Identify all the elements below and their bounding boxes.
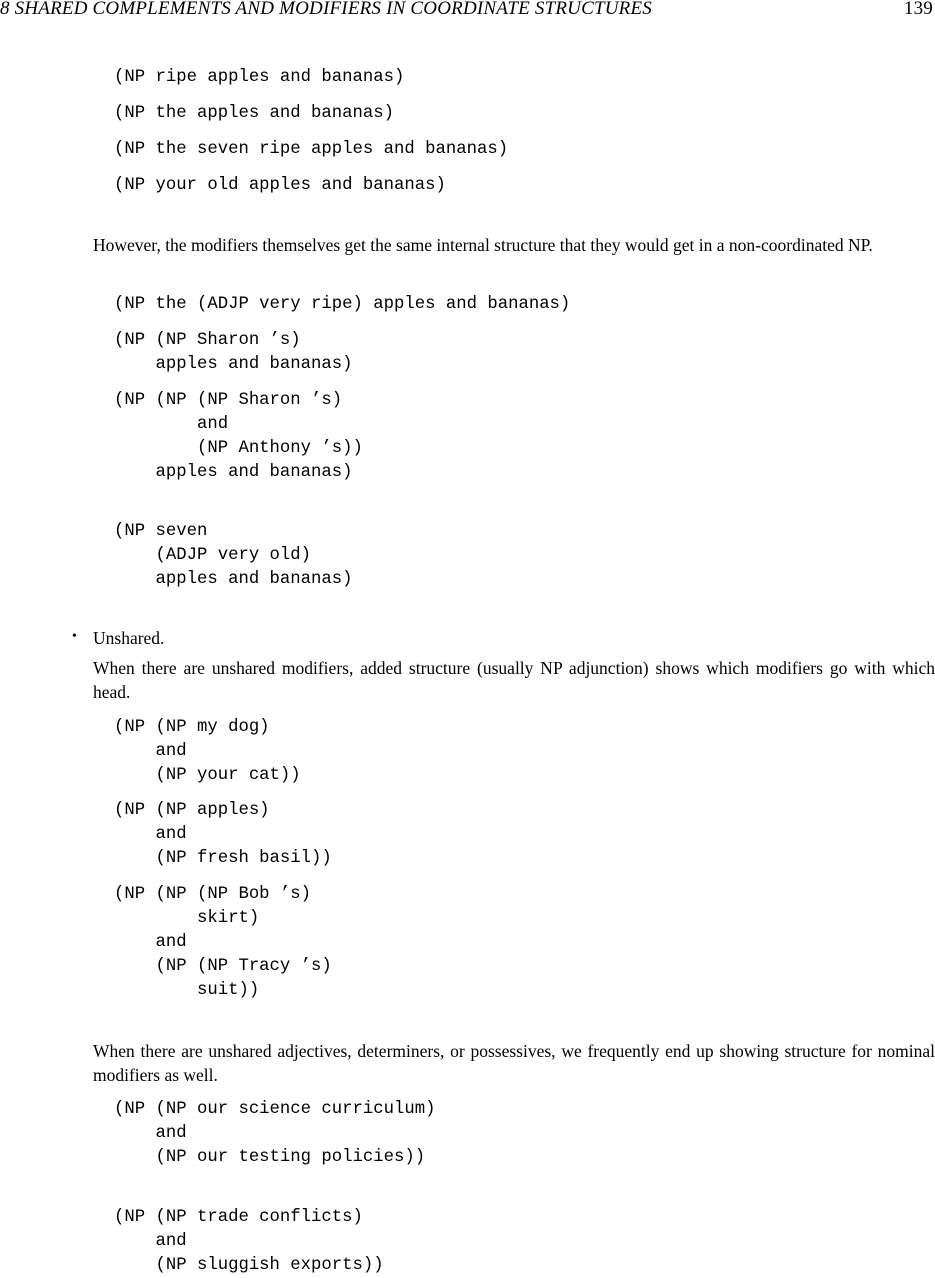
example-bracketing: (NP ripe apples and bananas) (114, 68, 405, 87)
example-bracketing: (NP seven (ADJP very old) apples and bananas) (114, 522, 353, 589)
example-bracketing: (NP your old apples and bananas) (114, 176, 446, 195)
example-bracketing: (NP the seven ripe apples and bananas) (114, 140, 509, 159)
example-bracketing: (NP (NP apples) and (NP fresh basil)) (114, 801, 332, 868)
example-bracketing: (NP (NP (NP Bob ’s) skirt) and (NP (NP Tracy ’s) suit)) (114, 885, 332, 1000)
example-bracketing: (NP (NP trade conflicts) and (NP sluggish exports)) (114, 1208, 384, 1275)
bullet-label: Unshared. (93, 628, 165, 648)
body-paragraph: When there are unshared adjectives, determiners, or possessives, we frequently end up showing structure for nominal modifiers as well. (93, 1041, 935, 1085)
example-bracketing: (NP (NP Sharon ’s) apples and bananas) (114, 331, 353, 374)
example-bracketing: (NP the apples and bananas) (114, 104, 395, 123)
example-bracketing: (NP (NP our science curriculum) and (NP our testing policies)) (114, 1100, 436, 1167)
bullet-marker: • (72, 629, 77, 644)
body-paragraph: However, the modifiers themselves get the same internal structure that they would get in a non-coordinated NP. (93, 235, 873, 255)
body-paragraph: When there are unshared modifiers, added structure (usually NP adjunction) shows which modifiers go with which head. (93, 658, 935, 702)
page-number: 139 (903, 0, 933, 19)
example-bracketing: (NP (NP my dog) and (NP your cat)) (114, 718, 301, 785)
example-bracketing: (NP the (ADJP very ripe) apples and bananas) (114, 295, 571, 314)
example-bracketing: (NP (NP (NP Sharon ’s) and (NP Anthony ’s)) apples and bananas) (114, 391, 363, 482)
chapter-title: 8 SHARED COMPLEMENTS AND MODIFIERS IN COORDINATE STRUCTURES (0, 0, 652, 19)
running-header (0, 0, 935, 21)
